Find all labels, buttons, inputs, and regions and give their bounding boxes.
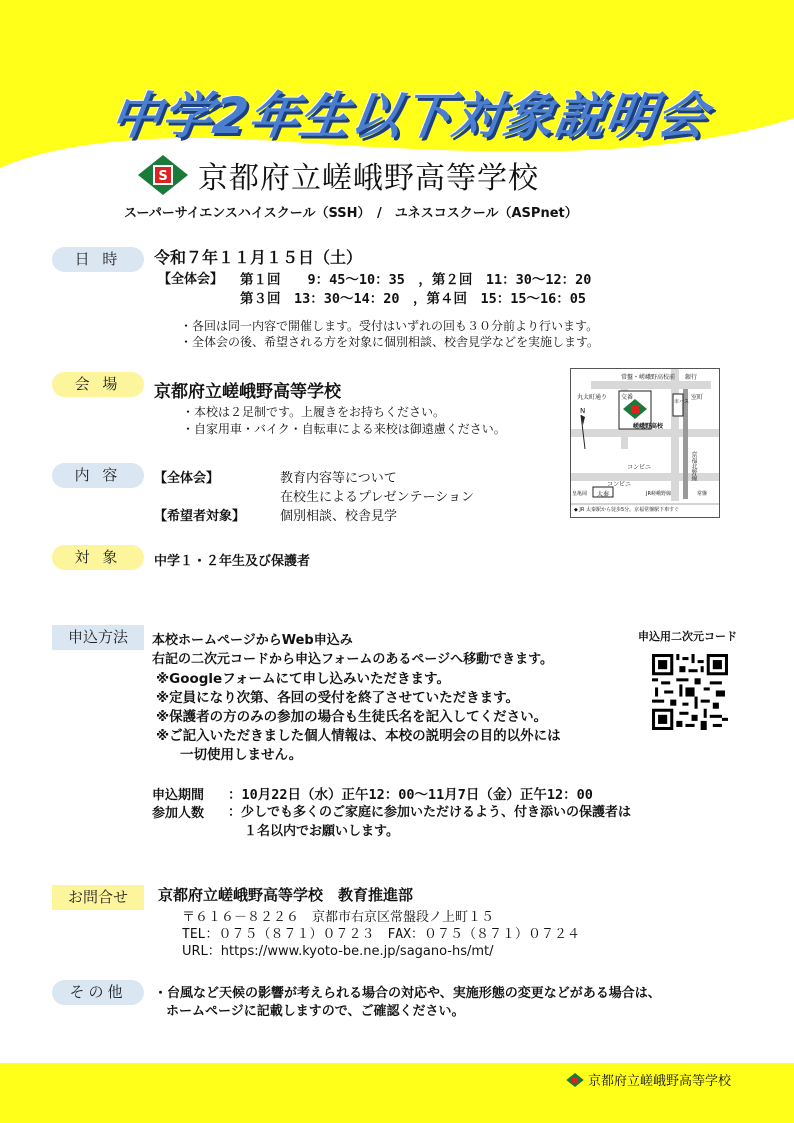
label-other: その他	[52, 980, 144, 1005]
apply-period: ：10月22日（水）正午12：00～11月7日（金）正午12：00	[228, 787, 593, 803]
label-contact: お問合せ	[52, 885, 144, 910]
apply-head: 本校ホームページからWeb申込み	[152, 633, 353, 648]
map-conbini-2: コンビニ	[607, 481, 632, 488]
apply-period-label: 申込期間	[152, 788, 205, 803]
map-station-3: JR嵯峨野線	[646, 491, 671, 497]
map-note: ◆ JR 太秦駅から徒歩5分。京福常盤駅下車すぐ	[574, 507, 680, 513]
apply-line-5: ※ご記入いただきました個人情報は、本校の説明会の目的以外には	[156, 728, 561, 744]
contact-dept: 京都府立嵯峨野高等学校 教育推進部	[158, 886, 414, 904]
other-line-2: ホームページに記載しますので、ご確認ください。	[166, 1004, 465, 1019]
apply-line-1: 右記の二次元コードから申込フォームのあるページへ移動できます。	[152, 652, 554, 667]
event-date: 令和７年１１月１５日（土）	[154, 248, 363, 267]
apply-line-6: 一切使用しません。	[180, 747, 303, 763]
apply-people-1: ：少しでも多くのご家庭に参加いただけるよう、付き添いの保護者は	[228, 805, 632, 820]
map-station-2: 常盤	[697, 491, 708, 497]
apply-line-4: ※保護者の方のみの参加の場合も生徒氏名を記入してください。	[156, 709, 548, 725]
contents-tag-1: 【全体会】	[154, 471, 220, 486]
school-logo-icon	[138, 155, 188, 195]
contents-item-1b: 在校生によるプレゼンテーション	[280, 490, 474, 505]
subtitle: スーパーサイエンスハイスクール（SSH） / ユネスコスクール（ASPnet）	[124, 206, 578, 221]
page-title: 中学2年生以下対象説明会	[106, 87, 712, 145]
contact-url[interactable]: URL：https://www.kyoto-be.ne.jp/sagano-hs/mt/	[182, 944, 494, 959]
contact-tel: TEL：０７５（８７１）０７２３ FAX：０７５（８７１）０７２４	[182, 927, 580, 942]
map-bus: 市バス	[674, 399, 690, 405]
map-bank: 銀行	[685, 374, 698, 381]
label-target: 対 象	[52, 545, 144, 570]
map-top-street: 常盤・嵯峨野高校前	[621, 374, 676, 381]
label-datetime: 日 時	[52, 247, 144, 272]
map-conbini-1: コンビニ	[627, 464, 652, 471]
label-contents: 内 容	[52, 463, 144, 488]
school-name: 京都府立嵯峨野高等学校	[198, 161, 539, 196]
footer-school	[566, 1070, 731, 1089]
apply-people-2: １名以内でお願いします。	[244, 824, 399, 839]
qr-code-icon[interactable]	[652, 654, 728, 730]
school-header	[138, 152, 539, 198]
qr-caption: 申込用二次元コード	[638, 630, 737, 643]
session-line-1: 第１回 9：45～10：35 ，第２回 11：30～12：20	[240, 272, 592, 288]
target-text: 中学１・２年生及び保護者	[154, 554, 311, 569]
venue-note-2: ・自家用車・バイク・自転車による来校は御遠慮ください。	[182, 422, 506, 436]
session-line-2: 第３回 13：30～14：20 ，第４回 15：15～16：05	[240, 291, 587, 307]
datetime-note-2: ・全体会の後、希望される方を対象に個別相談、校舎見学などを実施します。	[180, 335, 600, 349]
svg-text:S: S	[158, 169, 168, 184]
other-line-1: ・台風など天候の影響が考えられる場合の対応や、実施形態の変更などがある場合は、	[154, 986, 661, 1001]
map-muro: 室町	[691, 394, 704, 401]
apply-people-label: 参加人数	[152, 806, 205, 821]
map-marutamachi: 丸太町通り	[577, 394, 608, 401]
footer-logo-icon	[566, 1073, 584, 1087]
session-tag: 【全体会】	[158, 272, 224, 287]
apply-line-3: ※定員になり次第、各回の受付を終了させていただきます。	[156, 690, 520, 706]
map-station-1: 太秦	[597, 491, 610, 498]
contents-item-1a: 教育内容等について	[280, 471, 397, 486]
map-keifuku: 京福北野線	[690, 451, 697, 481]
footer-school-name: 京都府立嵯峨野高等学校	[588, 1074, 732, 1089]
map-station-4: 皇亀岡	[572, 491, 588, 497]
venue-name: 京都府立嵯峨野高等学校	[154, 382, 341, 402]
apply-line-2: ※Googleフォームにて申し込みいただきます。	[156, 671, 450, 687]
label-apply: 申込方法	[52, 625, 144, 650]
contents-item-2: 個別相談、校舎見学	[280, 509, 398, 524]
venue-note-1: ・本校は２足制です。上履きをお持ちください。	[182, 405, 446, 419]
contents-tag-2: 【希望者対象】	[154, 509, 246, 524]
label-venue: 会 場	[52, 372, 144, 397]
map-school: 嵯峨野高校	[633, 423, 664, 430]
access-map	[570, 368, 720, 518]
datetime-note-1: ・各回は同一内容で開催します。受付はいずれの回も３０分前より行います。	[180, 319, 599, 333]
map-north: N	[580, 407, 586, 415]
contact-address: 〒６１６－８２２６ 京都市右京区常盤段ノ上町１５	[182, 910, 495, 925]
map-crossing: 交番	[621, 394, 634, 401]
